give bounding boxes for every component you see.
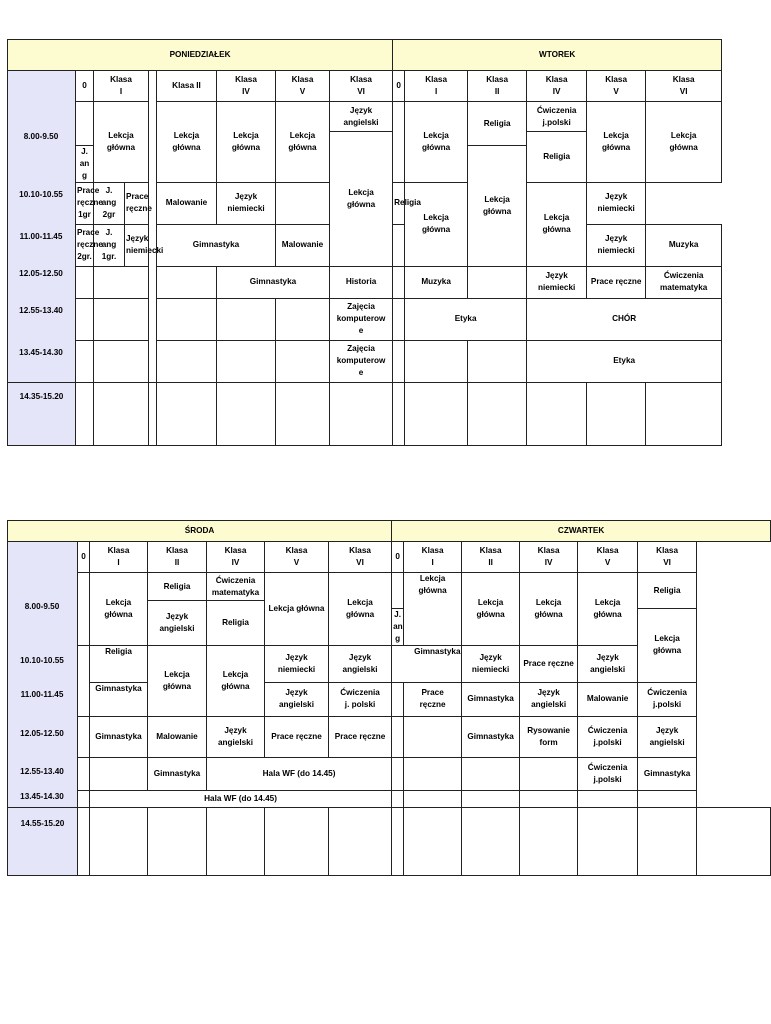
time-column-spacer xyxy=(8,542,78,808)
schedule-cell: Język angielski xyxy=(329,645,392,682)
schedule-cell xyxy=(157,382,217,445)
schedule-cell: Lekcja główna xyxy=(462,573,520,646)
schedule-cell xyxy=(393,298,405,340)
time-slot: 14.55-15.20 xyxy=(8,807,78,875)
schedule-cell xyxy=(94,382,149,445)
class-header: Klasa VI xyxy=(646,71,722,102)
schedule-cell xyxy=(468,266,527,298)
schedule-cell xyxy=(276,182,330,224)
day-header-tuesday: WTOREK xyxy=(393,40,722,71)
schedule-cell: Gimnastyka xyxy=(462,682,520,716)
schedule-cell xyxy=(392,716,404,757)
schedule-cell: Język niemiecki xyxy=(265,645,329,682)
class-header: Klasa V xyxy=(578,542,638,573)
schedule-cell: Zajęcia komputerow e xyxy=(330,340,393,382)
schedule-cell: Ćwiczenia j.polski xyxy=(527,102,587,132)
schedule-cell: Religia xyxy=(638,573,697,609)
schedule-cell xyxy=(462,757,520,790)
time-slot: 11.00-11.45 xyxy=(19,232,63,241)
schedule-cell: Język angielski xyxy=(148,601,207,646)
schedule-cell: Malowanie xyxy=(157,182,217,224)
class-header: Klasa V xyxy=(276,71,330,102)
schedule-cell xyxy=(392,682,404,716)
schedule-cell: Gimnastyka xyxy=(638,757,697,790)
schedule-cell: Język angielski xyxy=(578,645,638,682)
schedule-cell: Ćwiczenia j.polski xyxy=(578,716,638,757)
schedule-cell: Język niemiecki xyxy=(217,182,276,224)
class-header: Klasa VI xyxy=(638,542,697,573)
schedule-cell xyxy=(217,382,276,445)
schedule-cell: Gimnastyka xyxy=(90,682,148,716)
schedule-cell xyxy=(405,382,468,445)
schedule-cell: Prace ręczne xyxy=(265,716,329,757)
schedule-cell: Gimnastyka xyxy=(217,266,330,298)
schedule-cell xyxy=(90,757,148,790)
class-header: Klasa I xyxy=(90,542,148,573)
schedule-cell xyxy=(638,790,697,807)
schedule-cell: Lekcja główna xyxy=(94,102,149,183)
schedule-cell: Prace ręczne xyxy=(404,682,462,716)
schedule-cell xyxy=(148,807,207,875)
schedule-table-wed-thu xyxy=(7,520,771,876)
schedule-cell xyxy=(520,790,578,807)
schedule-cell: Hala WF (do 14.45) xyxy=(207,757,392,790)
schedule-cell: Lekcja główna xyxy=(578,573,638,646)
schedule-cell xyxy=(157,340,217,382)
schedule-cell: Ćwiczenia j. polski xyxy=(329,682,392,716)
schedule-cell xyxy=(404,757,462,790)
schedule-cell xyxy=(393,266,405,298)
schedule-cell xyxy=(329,807,392,875)
schedule-cell xyxy=(520,807,578,875)
schedule-cell xyxy=(78,645,90,716)
schedule-cell: Lekcja główna xyxy=(157,102,217,183)
time-column-spacer xyxy=(8,71,76,383)
class-header: Klasa IV xyxy=(217,71,276,102)
schedule-cell xyxy=(265,807,329,875)
schedule-cell xyxy=(76,382,94,445)
schedule-cell xyxy=(578,790,638,807)
schedule-table-mon-tue xyxy=(7,39,722,446)
schedule-cell: Język angielski xyxy=(638,716,697,757)
schedule-cell xyxy=(405,340,468,382)
class-header: Klasa IV xyxy=(520,542,578,573)
time-slot: 8.00-9.50 xyxy=(23,132,59,141)
schedule-cell xyxy=(76,298,94,340)
schedule-cell xyxy=(78,573,90,646)
schedule-cell: Rysowanie form xyxy=(520,716,578,757)
schedule-cell: Lekcja główna xyxy=(217,102,276,183)
schedule-cell: Prace ręczne xyxy=(587,266,646,298)
schedule-cell: Lekcja główna xyxy=(587,102,646,183)
schedule-cell: Etyka xyxy=(527,340,722,382)
schedule-cell xyxy=(90,807,148,875)
schedule-cell xyxy=(393,102,405,183)
class-header: Klasa VI xyxy=(329,542,392,573)
schedule-cell xyxy=(157,298,217,340)
time-slot: 13.45-14.30 xyxy=(19,348,63,357)
schedule-cell: Język angielski xyxy=(520,682,578,716)
schedule-cell: Lekcja główna xyxy=(527,182,587,266)
schedule-cell xyxy=(94,298,149,340)
schedule-cell xyxy=(76,340,94,382)
schedule-cell: Gimnastyka xyxy=(157,224,276,266)
schedule-cell xyxy=(78,807,90,875)
schedule-cell: Język angielski xyxy=(330,102,393,132)
time-slot: 13.45-14.30 xyxy=(20,792,64,801)
schedule-cell xyxy=(78,716,90,757)
time-slot: 11.00-11.45 xyxy=(20,690,64,699)
schedule-cell: Lekcja główna xyxy=(405,102,468,183)
schedule-cell: Malowanie xyxy=(276,224,330,266)
schedule-cell: Religia xyxy=(468,102,527,146)
schedule-cell xyxy=(393,340,405,382)
schedule-cell: Malowanie xyxy=(148,716,207,757)
schedule-cell xyxy=(392,573,404,609)
class-header: Klasa II xyxy=(468,71,527,102)
schedule-cell: Etyka xyxy=(405,298,527,340)
class-header: Klasa IV xyxy=(527,71,587,102)
schedule-cell: Religia xyxy=(207,601,265,646)
time-slot: 10.10-10.55 xyxy=(19,190,63,199)
schedule-cell: Lekcja główna xyxy=(329,573,392,646)
schedule-cell xyxy=(404,807,462,875)
time-slot: 8.00-9.50 xyxy=(24,602,60,611)
schedule-cell xyxy=(392,790,404,807)
schedule-cell: Religia xyxy=(527,132,587,183)
schedule-cell: J. an g xyxy=(392,609,404,646)
schedule-cell: Prace ręczne 1gr xyxy=(76,182,94,224)
time-slot: 12.55-13.40 xyxy=(19,306,63,315)
schedule-cell xyxy=(207,807,265,875)
class-header: Klasa V xyxy=(265,542,329,573)
schedule-cell: Język niemiecki xyxy=(125,224,149,266)
schedule-cell xyxy=(76,266,94,298)
schedule-cell xyxy=(468,340,527,382)
schedule-cell xyxy=(78,790,90,807)
schedule-cell: Lekcja główna xyxy=(148,645,207,716)
schedule-cell: J. ang 1gr. xyxy=(94,224,125,266)
schedule-cell: CHÓR xyxy=(527,298,722,340)
schedule-cell: Ćwiczenia matematyka xyxy=(646,266,722,298)
class-header: 0 xyxy=(392,542,404,573)
schedule-cell xyxy=(404,790,462,807)
schedule-cell xyxy=(94,266,149,298)
schedule-cell: Ćwiczenia matematyka xyxy=(207,573,265,601)
schedule-cell xyxy=(527,382,587,445)
schedule-cell xyxy=(462,790,520,807)
schedule-cell: Lekcja główna xyxy=(265,573,329,646)
schedule-cell xyxy=(697,807,771,875)
schedule-cell: Lekcja główna xyxy=(90,573,148,646)
schedule-cell: Język niemiecki xyxy=(527,266,587,298)
schedule-cell xyxy=(578,807,638,875)
schedule-cell: Język niemiecki xyxy=(462,645,520,682)
class-header: Klasa I xyxy=(405,71,468,102)
schedule-cell xyxy=(276,298,330,340)
schedule-cell xyxy=(468,382,527,445)
schedule-cell: Lekcja główna xyxy=(468,146,527,267)
schedule-cell: J. an g xyxy=(76,146,94,183)
schedule-cell: Gimnastyka xyxy=(392,645,462,682)
schedule-cell: Hala WF (do 14.45) xyxy=(90,790,392,807)
class-header: Klasa IV xyxy=(207,542,265,573)
schedule-cell xyxy=(217,298,276,340)
schedule-cell xyxy=(276,382,330,445)
schedule-cell: Prace ręczne xyxy=(520,645,578,682)
class-header: Klasa II xyxy=(157,71,217,102)
schedule-cell: Lekcja główna xyxy=(207,645,265,716)
schedule-cell: Lekcja główna xyxy=(638,609,697,683)
schedule-cell: Muzyka xyxy=(646,224,722,266)
class-header: 0 xyxy=(78,542,90,573)
schedule-cell: Zajęcia komputerow e xyxy=(330,298,393,340)
class-header: Klasa VI xyxy=(330,71,393,102)
day-header-monday: PONIEDZIAŁEK xyxy=(8,40,393,71)
schedule-cell xyxy=(157,266,217,298)
schedule-cell xyxy=(217,340,276,382)
schedule-cell: Religia xyxy=(148,573,207,601)
class-header: 0 xyxy=(76,71,94,102)
day-header-wednesday: ŚRODA xyxy=(8,521,392,542)
schedule-cell xyxy=(78,757,90,790)
schedule-cell: Prace ręczne 2gr. xyxy=(76,224,94,266)
schedule-cell: Lekcja główna xyxy=(405,182,468,266)
schedule-cell: Gimnastyka xyxy=(462,716,520,757)
schedule-cell xyxy=(392,757,404,790)
schedule-cell xyxy=(638,807,697,875)
schedule-cell: Lekcja główna xyxy=(330,132,393,267)
schedule-cell xyxy=(330,382,393,445)
schedule-cell xyxy=(462,807,520,875)
schedule-cell: Język niemiecki xyxy=(587,182,646,224)
time-slot: 12.05-12.50 xyxy=(20,729,64,738)
schedule-cell: Lekcja główna xyxy=(276,102,330,183)
schedule-cell: J. ang 2gr xyxy=(94,182,125,224)
schedule-cell xyxy=(587,382,646,445)
schedule-cell: Lekcja główna xyxy=(404,573,462,646)
schedule-cell: Religia xyxy=(393,182,405,224)
schedule-cell: Język angielski xyxy=(207,716,265,757)
day-header-thursday: CZWARTEK xyxy=(392,521,771,542)
schedule-cell: Gimnastyka xyxy=(148,757,207,790)
schedule-cell: Malowanie xyxy=(578,682,638,716)
class-header: Klasa II xyxy=(462,542,520,573)
schedule-cell: Prace ręczne xyxy=(329,716,392,757)
schedule-cell xyxy=(76,102,94,146)
class-header: Klasa V xyxy=(587,71,646,102)
class-header: Klasa II xyxy=(148,542,207,573)
schedule-cell xyxy=(520,757,578,790)
schedule-cell xyxy=(392,807,404,875)
schedule-cell xyxy=(646,382,722,445)
schedule-cell xyxy=(276,340,330,382)
schedule-cell: Religia xyxy=(90,645,148,682)
schedule-cell xyxy=(393,382,405,445)
time-slot: 10.10-10.55 xyxy=(20,656,64,665)
column-divider xyxy=(149,382,157,445)
schedule-cell: Gimnastyka xyxy=(90,716,148,757)
schedule-cell: Historia xyxy=(330,266,393,298)
time-slot: 12.55-13.40 xyxy=(20,767,64,776)
schedule-cell: Język niemiecki xyxy=(587,224,646,266)
schedule-cell xyxy=(393,224,405,266)
schedule-cell xyxy=(404,716,462,757)
schedule-cell xyxy=(94,340,149,382)
column-divider xyxy=(149,71,157,383)
schedule-cell: Muzyka xyxy=(405,266,468,298)
schedule-cell: Język angielski xyxy=(265,682,329,716)
class-header: 0 xyxy=(393,71,405,102)
time-slot: 12.05-12.50 xyxy=(19,269,63,278)
schedule-cell: Lekcja główna xyxy=(646,102,722,183)
schedule-cell: Lekcja główna xyxy=(520,573,578,646)
class-header: Klasa I xyxy=(404,542,462,573)
schedule-cell: Ćwiczenia j.polski xyxy=(638,682,697,716)
class-header: Klasa I xyxy=(94,71,149,102)
schedule-cell: Ćwiczenia j.polski xyxy=(578,757,638,790)
schedule-cell: Prace ręczne xyxy=(125,182,149,224)
time-slot: 14.35-15.20 xyxy=(8,382,76,445)
